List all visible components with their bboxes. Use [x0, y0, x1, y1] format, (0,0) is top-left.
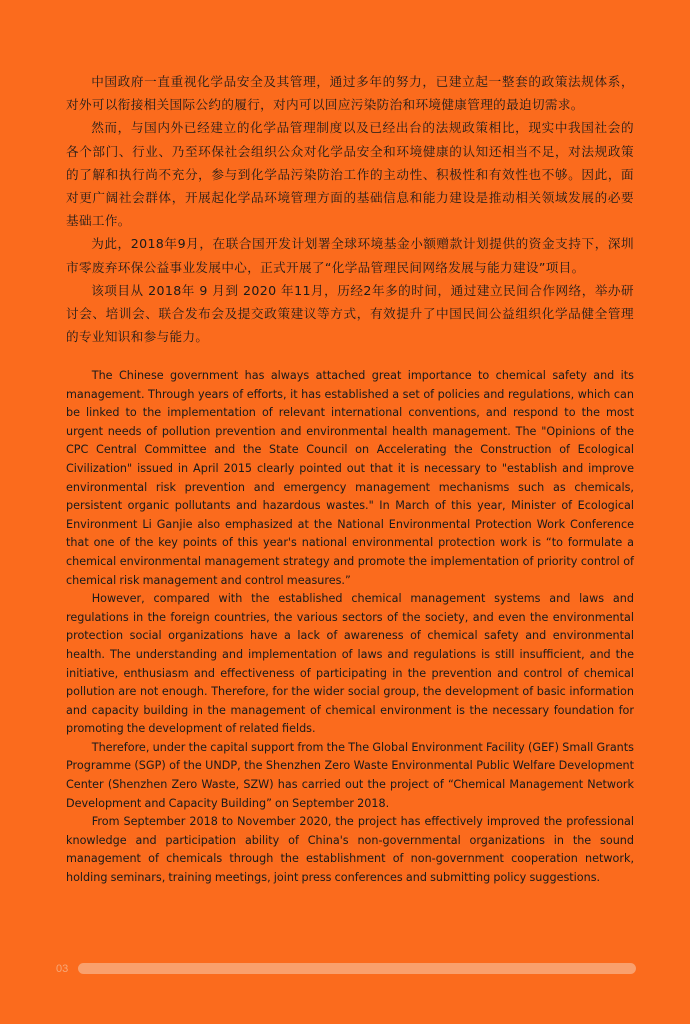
chinese-paragraph: 该项目从 2018年 9 月到 2020 年11月，历经2年多的时间，通过建立民间合作网络，举办研讨会、培训会、联合发布会及提交政策建议等方式，有效提升了中国民间公益组织化学品健全管理的专业知识和参与能力。 [66, 282, 634, 345]
page-footer [54, 962, 636, 976]
english-paragraph: However, compared with the established chemical management systems and laws and regulations in the foreign countries, the various sectors of the society, and even the environmental protection social organizations have a lack of awareness of chemical safety and environmental health. The understanding and implementation of laws and regulations is still insufficient, and the initiative, enthusiasm and effectiveness of participating in the prevention and control of chemical pollution are not enough. Therefore, for the wider social group, the development of basic information and capacity building in the management of chemical environment is the necessary foundation for promoting the development of related fields. [66, 592, 634, 736]
chinese-paragraph: 为此，2018年9月，在联合国开发计划署全球环境基金小额赠款计划提供的资金支持下，深圳市零废弃环保公益事业发展中心，正式开展了“化学品管理民间网络发展与能力建设”项目。 [66, 236, 634, 275]
footer-bar [78, 963, 636, 974]
english-paragraph: The Chinese government has always attached great importance to chemical safety and its management. Through years of efforts, it has established a set of policies and regulations, which can be linked to the implementation of relevant international conventions, and respond to the most urgent needs of pollution prevention and environmental health management. The "Opinions of the CPC Central Committee and the State Council on Accelerating the Construction of Ecological Civilization" issued in April 2015 clearly pointed out that it is necessary to "establish and improve environmental risk prevention and emergency management mechanisms such as chemicals, persistent organic pollutants and hazardous wastes." In March of this year, Minister of Ecological Environment Li Ganjie also emphasized at the National Environmental Protection Work Conference that one of the key points of this year's national environmental protection work is “to formulate a chemical environmental management strategy and promote the implementation of priority control of chemical risk management and control measures.” [66, 369, 634, 587]
chinese-section [66, 70, 634, 348]
page-number: 03 [56, 963, 69, 975]
chinese-paragraph: 中国政府一直重视化学品安全及其管理，通过多年的努力，已建立起一整套的政策法规体系，对外可以衔接相关国际公约的履行，对内可以回应污染防治和环境健康管理的最迫切需求。 [66, 74, 634, 113]
english-section [66, 367, 634, 888]
english-paragraph: Therefore, under the capital support from the The Global Environment Facility (GEF) Small Grants Programme (SGP) of the UNDP, the Shenzhen Zero Waste Environmental Public Welfare Development Center (Shenzhen Zero Waste, SZW) has carried out the project of “Chemical Management Network Development and Capacity Building” on September 2018. [66, 740, 634, 810]
chinese-paragraph: 然而，与国内外已经建立的化学品管理制度以及已经出台的法规政策相比，现实中我国社会的各个部门、行业、乃至环保社会组织公众对化学品安全和环境健康的认知还相当不足，对法规政策的了解和执行尚不充分，参与到化学品污染防治工作的主动性、积极性和有效性也不够。因此，面对更广阔社会群体，开展起化学品环境管理方面的基础信息和能力建设是推动相关领域发展的必要基础工作。 [66, 120, 634, 229]
english-paragraph: From September 2018 to November 2020, the project has effectively improved the professional knowledge and participation ability of China's non-governmental organizations in the sound management of chemicals through the establishment of non-government cooperation network, holding seminars, training meetings, joint press conferences and submitting policy suggestions. [66, 815, 634, 885]
